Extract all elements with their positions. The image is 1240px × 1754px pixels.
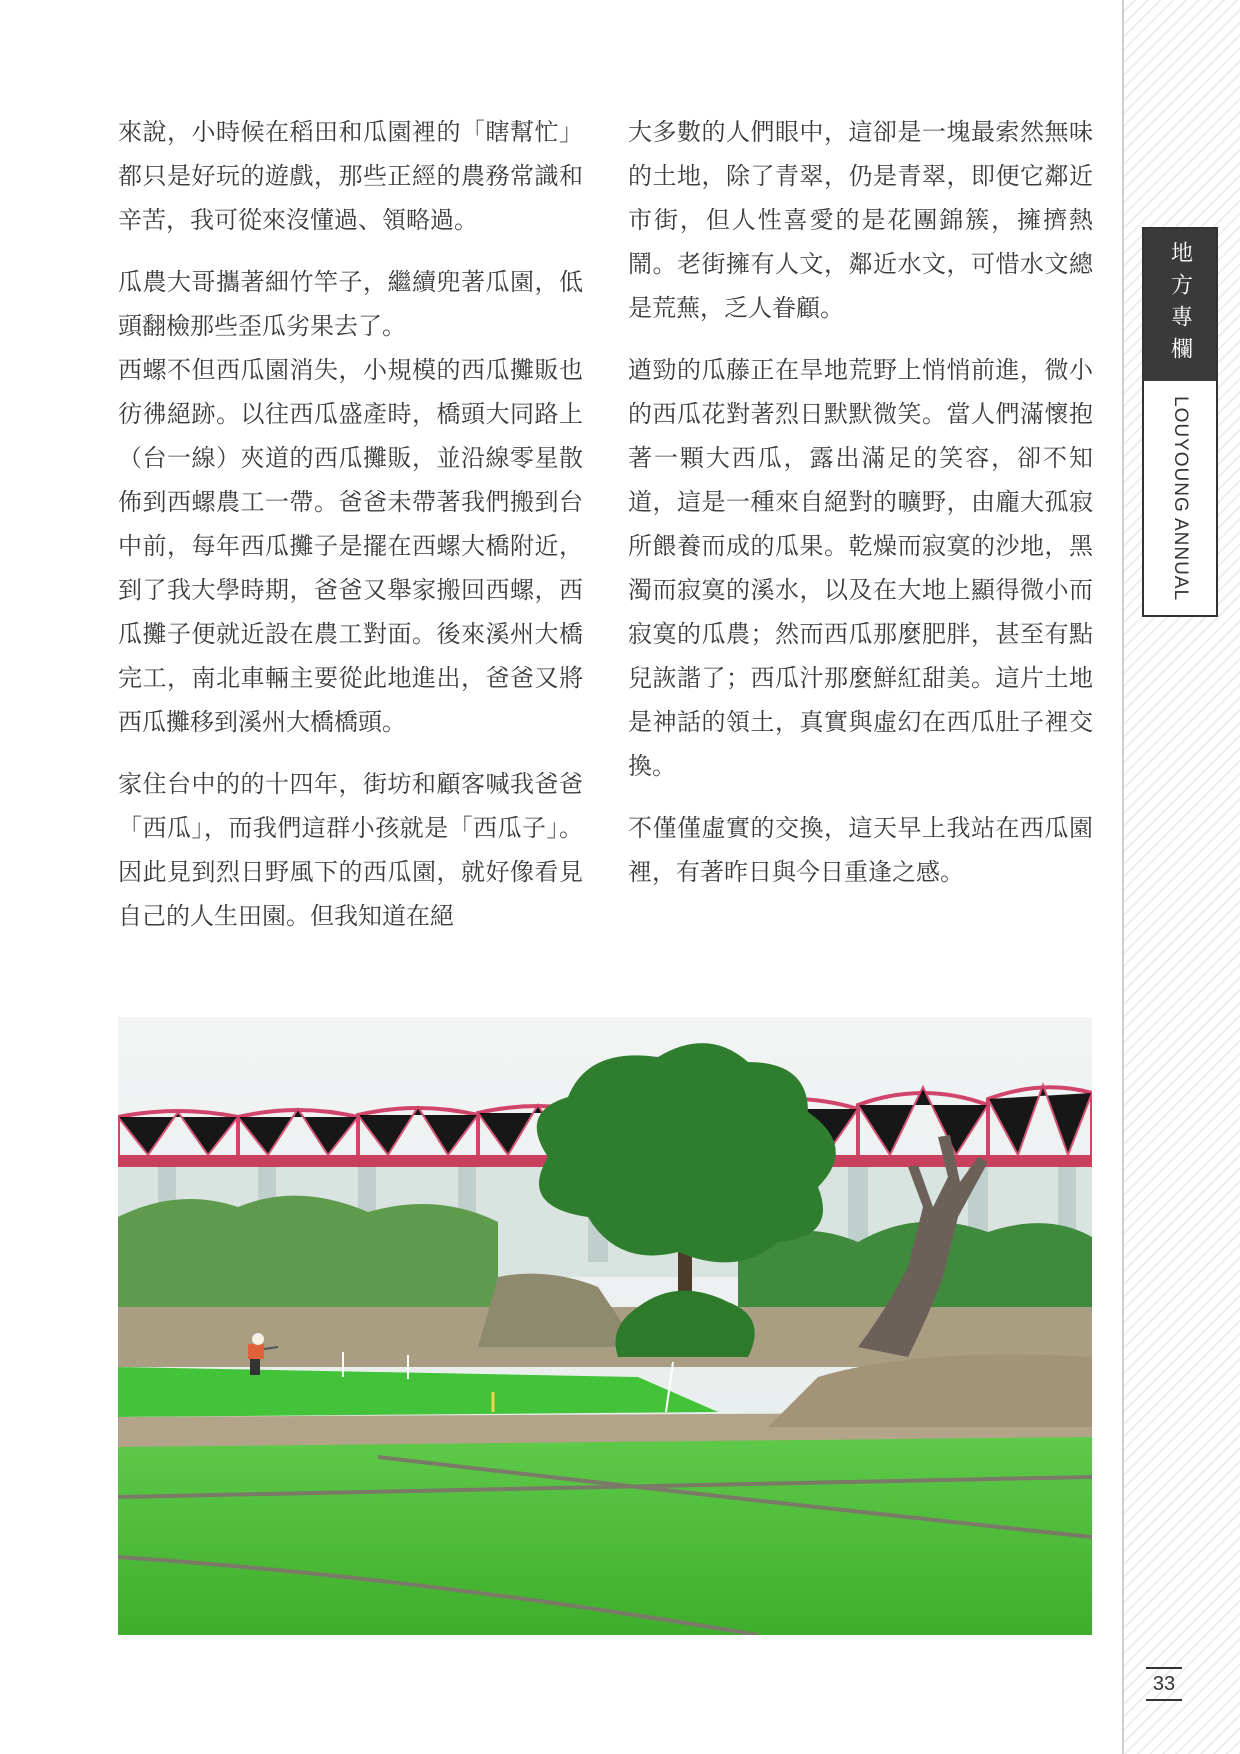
paragraph: 大多數的人們眼中，這卻是一塊最索然無味的土地，除了青翠，仍是青翠，即便它鄰近市街，但人性喜愛的是花團錦簇，擁擠熱鬧。老街擁有人文，鄰近水文，可惜水文總是荒蕪，乏人眷顧。 [628, 118, 1093, 322]
paragraph: 瓜農大哥攜著細竹竿子，繼續兜著瓜園，低頭翻檢那些歪瓜劣果去了。 [118, 268, 583, 340]
section-tab [1142, 227, 1218, 617]
watermelon-field-bridge-illustration [118, 1017, 1092, 1635]
section-title: 地方專欄 [1144, 229, 1216, 381]
article-column-left [118, 110, 583, 956]
article-column-right [628, 110, 1093, 912]
paragraph: 家住台中的的十四年，街坊和顧客喊我爸爸「西瓜」，而我們這群小孩就是「西瓜子」。因此見到烈日野風下的西瓜園，就好像看見自己的人生田園。但我知道在絕 [118, 770, 583, 930]
page-number: 33 [1146, 1667, 1182, 1701]
paragraph: 來說，小時候在稻田和瓜園裡的「瞎幫忙」都只是好玩的遊戲，那些正經的農務常識和辛苦，我可從來沒懂過、領略過。 [118, 118, 583, 234]
paragraph: 西螺不但西瓜園消失，小規模的西瓜攤販也彷彿絕跡。以往西瓜盛產時，橋頭大同路上（台一線）夾道的西瓜攤販，並沿線零星散佈到西螺農工一帶。爸爸未帶著我們搬到台中前，每年西瓜攤子是擺在西螺大橋附近，到了我大學時期，爸爸又舉家搬回西螺，西瓜攤子便就近設在農工對面。後來溪州大橋完工，南北車輛主要從此地進出，爸爸又將西瓜攤移到溪州大橋橋頭。 [118, 356, 583, 736]
paragraph: 不僅僅虛實的交換，這天早上我站在西瓜園裡，有著昨日與今日重逢之感。 [628, 814, 1093, 886]
article-photo [118, 1017, 1092, 1635]
publication-name: LOUYOUNG ANNUAL [1170, 396, 1191, 602]
paragraph: 遒勁的瓜藤正在旱地荒野上悄悄前進，微小的西瓜花對著烈日默默微笑。當人們滿懷抱著一顆大西瓜，露出滿足的笑容，卻不知道，這是一種來自絕對的曠野，由龐大孤寂所餵養而成的瓜果。乾燥而寂寞的沙地，黑濁而寂寞的溪水，以及在大地上顯得微小而寂寞的瓜農；然而西瓜那麼肥胖，甚至有點兒詼諧了；西瓜汁那麼鮮紅甜美。這片土地是神話的領土，真實與虛幻在西瓜肚子裡交換。 [628, 356, 1093, 780]
